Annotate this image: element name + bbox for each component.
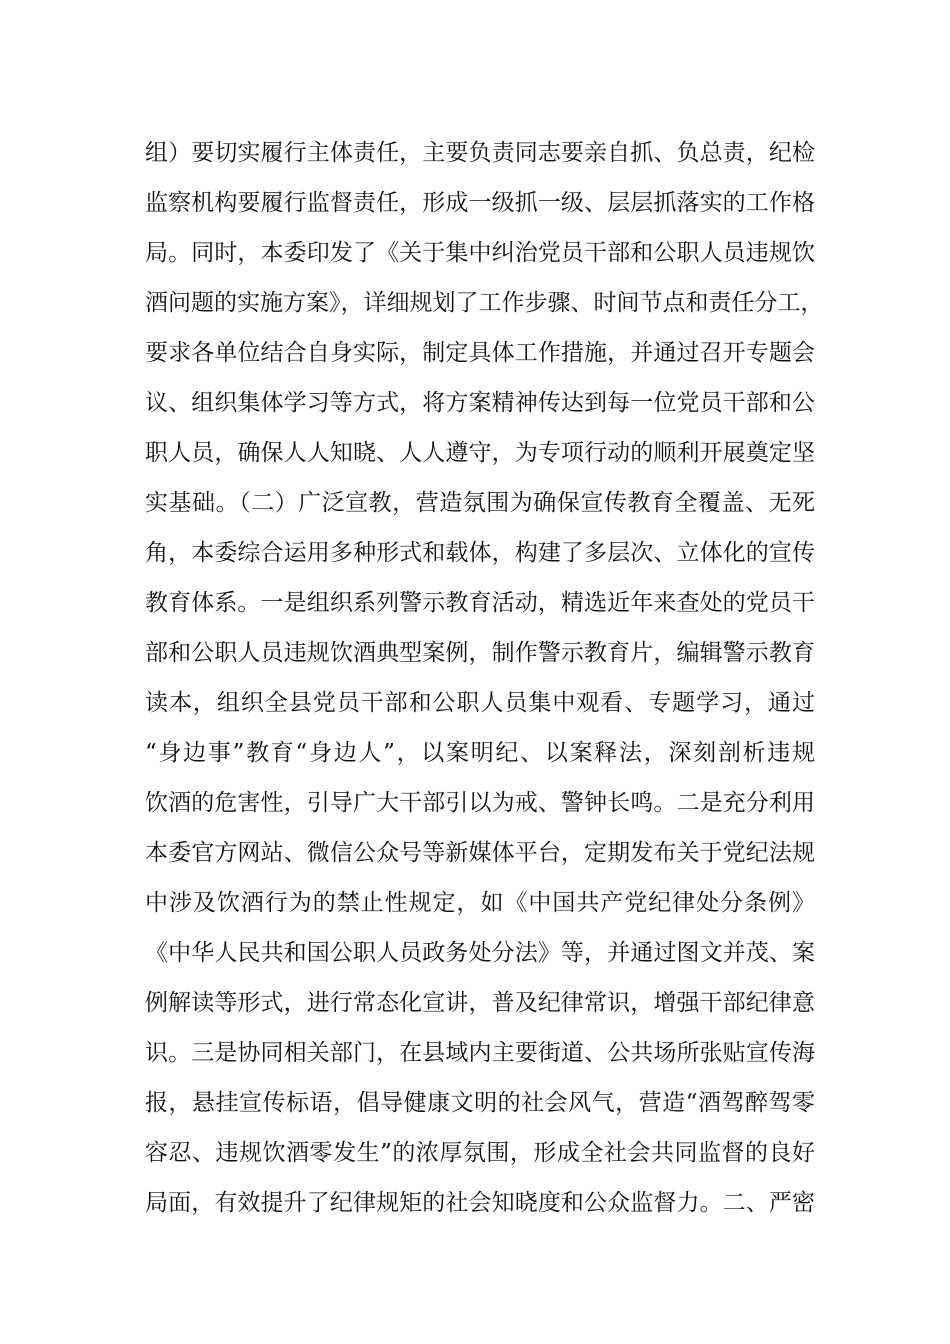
text-line: 中涉及饮酒行为的禁止性规定，如《中国共产党纪律处分条例》 [145,890,815,916]
text-line: 《中华人民共和国公职人员政务处分法》等，并通过图文并茂、案 [145,940,815,966]
text-line: 职人员，确保人人知晓、人人遵守，为专项行动的顺利开展奠定坚 [145,440,815,466]
body-text [145,128,824,1228]
text-line: 部和公职人员违规饮酒典型案例，制作警示教育片，编辑警示教育 [145,640,815,666]
text-line: 饮酒的危害性，引导广大干部引以为戒、警钟长鸣。二是充分利用 [145,790,815,816]
text-line: 议、组织集体学习等方式，将方案精神传达到每一位党员干部和公 [145,390,815,416]
text-line: 局。同时，本委印发了《关于集中纠治党员干部和公职人员违规饮 [145,240,815,266]
text-line: “身边事”教育“身边人”，以案明纪、以案释法，深刻剖析违规 [145,740,815,766]
text-line: 教育体系。一是组织系列警示教育活动，精选近年来查处的党员干 [145,590,815,616]
text-line: 角，本委综合运用多种形式和载体，构建了多层次、立体化的宣传 [145,540,815,566]
text-line: 识。三是协同相关部门，在县域内主要街道、公共场所张贴宣传海 [145,1040,815,1066]
text-line: 容忍、违规饮酒零发生”的浓厚氛围，形成全社会共同监督的良好 [145,1140,815,1166]
text-line: 酒问题的实施方案》，详细规划了工作步骤、时间节点和责任分工， [145,290,824,316]
text-line: 实基础。（二）广泛宣教，营造氛围为确保宣传教育全覆盖、无死 [145,490,815,516]
text-line: 例解读等形式，进行常态化宣讲，普及纪律常识，增强干部纪律意 [145,990,815,1016]
text-line: 监察机构要履行监督责任，形成一级抓一级、层层抓落实的工作格 [145,190,815,216]
text-line: 本委官方网站、微信公众号等新媒体平台，定期发布关于党纪法规 [145,840,815,866]
text-line: 读本，组织全县党员干部和公职人员集中观看、专题学习，通过 [145,690,815,716]
text-line: 要求各单位结合自身实际，制定具体工作措施，并通过召开专题会 [145,340,815,366]
text-line: 局面，有效提升了纪律规矩的社会知晓度和公众监督力。二、严密 [145,1190,815,1216]
text-line: 组）要切实履行主体责任，主要负责同志要亲自抓、负总责，纪检 [145,140,815,166]
text-line: 报，悬挂宣传标语，倡导健康文明的社会风气，营造“酒驾醉驾零 [145,1090,815,1116]
